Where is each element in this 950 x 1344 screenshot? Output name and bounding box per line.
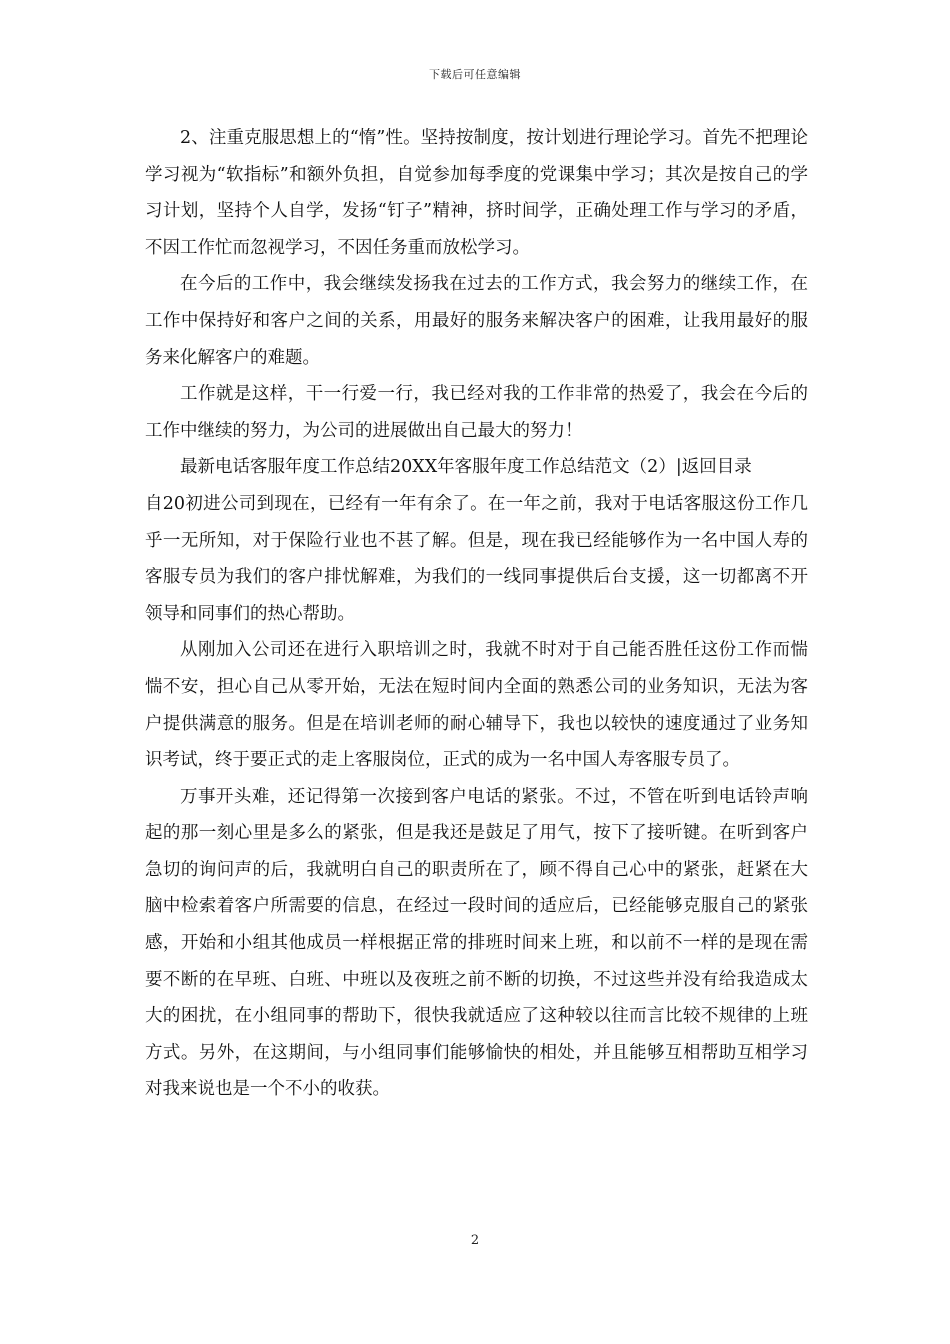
paragraph-one-year: 自20初进公司到现在，已经有一年有余了。在一年之前，我对于电话客服这份工作几乎一无所知，对于保险行业也不甚了解。但是，现在我已经能够作为一名中国人寿的客服专员为我们的客户排忧解难，为我们的一线同事提供后台支援，这一切都离不开领导和同事们的热心帮助。 (145, 493, 808, 624)
page-number: 2 (470, 1233, 480, 1248)
document-body (145, 120, 808, 1108)
paragraph-training: 从刚加入公司还在进行入职培训之时，我就不时对于自己能否胜任这份工作而惴惴不安，担心自己从零开始，无法在短时间内全面的熟悉公司的业务知识，无法为客户提供满意的服务。但是在培训老师的耐心辅导下，我也以较快的速度通过了业务知识考试，终于要正式的走上客服岗位，正式的成为一名中国人寿客服专员了。 (145, 640, 808, 771)
page-header: 下载后可任意编辑 (429, 68, 521, 81)
paragraph-love-work: 工作就是这样，干一行爱一行，我已经对我的工作非常的热爱了，我会在今后的工作中继续的努力，为公司的进展做出自己最大的努力！ (145, 384, 808, 441)
paragraph-first-call: 万事开头难，还记得第一次接到客户电话的紧张。不过，不管在听到电话铃声响起的那一刻心里是多么的紧张，但是我还是鼓足了用气，按下了接听键。在听到客户急切的询问声的后，我就明白自己的职责所在了，顾不得自己心中的紧张，赶紧在大脑中检索着客户所需要的信息，在经过一段时间的适应后，已经能够克服自己的紧张感，开始和小组其他成员一样根据正常的排班时间来上班，和以前不一样的是现在需要不断的在早班、白班、中班以及夜班之前不断的切换，不过这些并没有给我造成太大的困扰，在小组同事的帮助下，很快我就适应了这种较以往而言比较不规律的上班方式。另外，在这期间，与小组同事们能够愉快的相处，并且能够互相帮助互相学习对我来说也是一个不小的收获。 (145, 786, 808, 1100)
paragraph-study-habits: 2、注重克服思想上的“惰”性。坚持按制度，按计划进行理论学习。首先不把理论学习视为“软指标”和额外负担，自觉参加每季度的党课集中学习；其次是按自己的学习计划，坚持个人自学，发扬“钉子”精神，挤时间学，正确处理工作与学习的矛盾，不因工作忙而忽视学习，不因任务重而放松学习。 (145, 128, 808, 258)
paragraph-future-work: 在今后的工作中，我会继续发扬我在过去的工作方式，我会努力的继续工作，在工作中保持好和客户之间的关系，用最好的服务来解决客户的困难，让我用最好的服务来化解客户的难题。 (145, 274, 808, 368)
section-title-link[interactable]: 最新电话客服年度工作总结20XX年客服年度工作总结范文（2）|返回目录 (180, 457, 752, 478)
